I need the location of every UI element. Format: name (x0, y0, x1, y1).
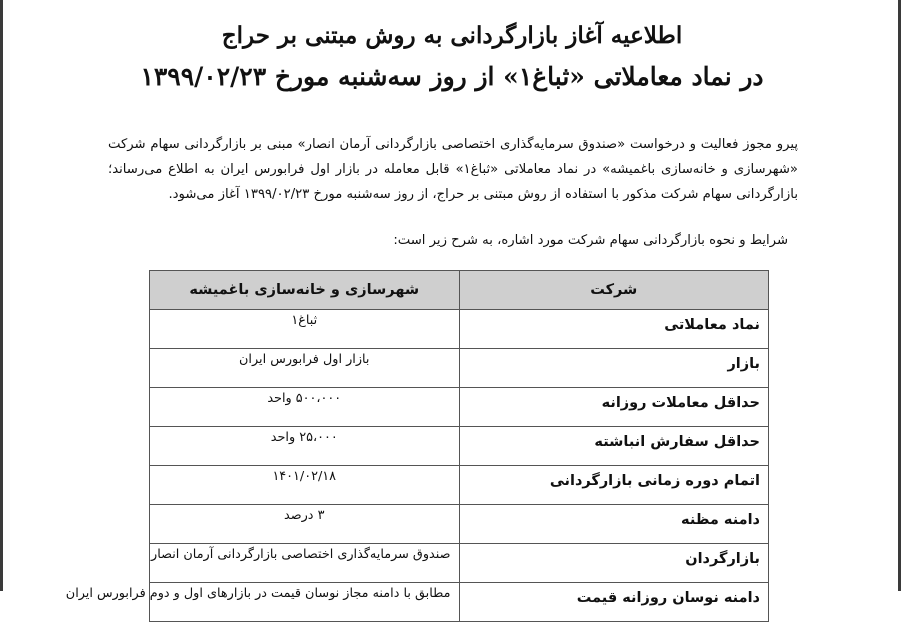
table-row (150, 544, 769, 583)
table-row (150, 427, 769, 466)
row-value-period-end: ۱۴۰۱/۰۲/۱۸ (150, 466, 460, 505)
row-value-quote-range: ۳ درصد (150, 505, 460, 544)
table-row (150, 583, 769, 622)
header-value-cell: شهرسازی و خانه‌سازی باغمیشه (150, 271, 460, 310)
left-frame-border (0, 0, 3, 591)
intro-paragraph: پیرو مجوز فعالیت و درخواست «صندوق سرمایه‌گذاری اختصاصی بازارگردانی آرمان انصار» مبنی بر بازارگردانی سهام شرکت «شهرسازی و خانه‌سازی باغمیشه» در نماد معاملاتی «ثباغ۱» قابل معامله در بازار اول فرابورس ایران به اطلاع می‌رساند؛ بازارگردانی سهام شرکت مذکور با استفاده از روش مبتنی بر حراج، از روز سه‌شنبه مورخ ۱۳۹۹/۰۲/۲۳ آغاز می‌شود. (108, 137, 798, 202)
conditions-title: شرایط و نحوه بازارگردانی سهام شرکت مورد اشاره، به شرح زیر است: (393, 233, 788, 248)
row-key-market: بازار (459, 349, 769, 388)
table-row (150, 310, 769, 349)
header-key-cell: شرکت (459, 271, 769, 310)
row-key-period-end: اتمام دوره زمانی بازارگردانی (459, 466, 769, 505)
table-row (150, 466, 769, 505)
row-value-market: بازار اول فرابورس ایران (150, 349, 460, 388)
market-making-table (65, 270, 769, 622)
row-value-min-daily-trades: ۵۰۰،۰۰۰ واحد (150, 388, 460, 427)
row-key-market-maker: بازارگردان (459, 544, 769, 583)
announcement-page (8, 0, 896, 606)
row-key-quote-range: دامنه مظنه (459, 505, 769, 544)
table-row (150, 349, 769, 388)
row-key-symbol: نماد معاملاتی (459, 310, 769, 349)
table-row (150, 388, 769, 427)
row-key-min-daily-trades: حداقل معاملات روزانه (459, 388, 769, 427)
announcement-subtitle: در نماد معاملاتی «ثباغ۱» از روز سه‌شنبه مورخ ۱۳۹۹/۰۲/۲۳ (140, 62, 764, 91)
announcement-title: اطلاعیه آغاز بازارگردانی به روش مبتنی بر حراج (221, 22, 683, 49)
row-key-min-order-stack: حداقل سفارش انباشته (459, 427, 769, 466)
row-value-min-order-stack: ۲۵،۰۰۰ واحد (150, 427, 460, 466)
right-frame-border (898, 0, 901, 591)
table-header-row (150, 271, 769, 310)
row-value-market-maker: صندوق سرمایه‌گذاری اختصاصی بازارگردانی آرمان انصار (150, 544, 460, 583)
row-value-symbol: ثباغ۱ (150, 310, 460, 349)
row-value-daily-price-range: مطابق با دامنه مجاز نوسان قیمت در بازارهای اول و دوم فرابورس ایران (150, 583, 460, 622)
table-row (150, 505, 769, 544)
row-key-daily-price-range: دامنه نوسان روزانه قیمت (459, 583, 769, 622)
